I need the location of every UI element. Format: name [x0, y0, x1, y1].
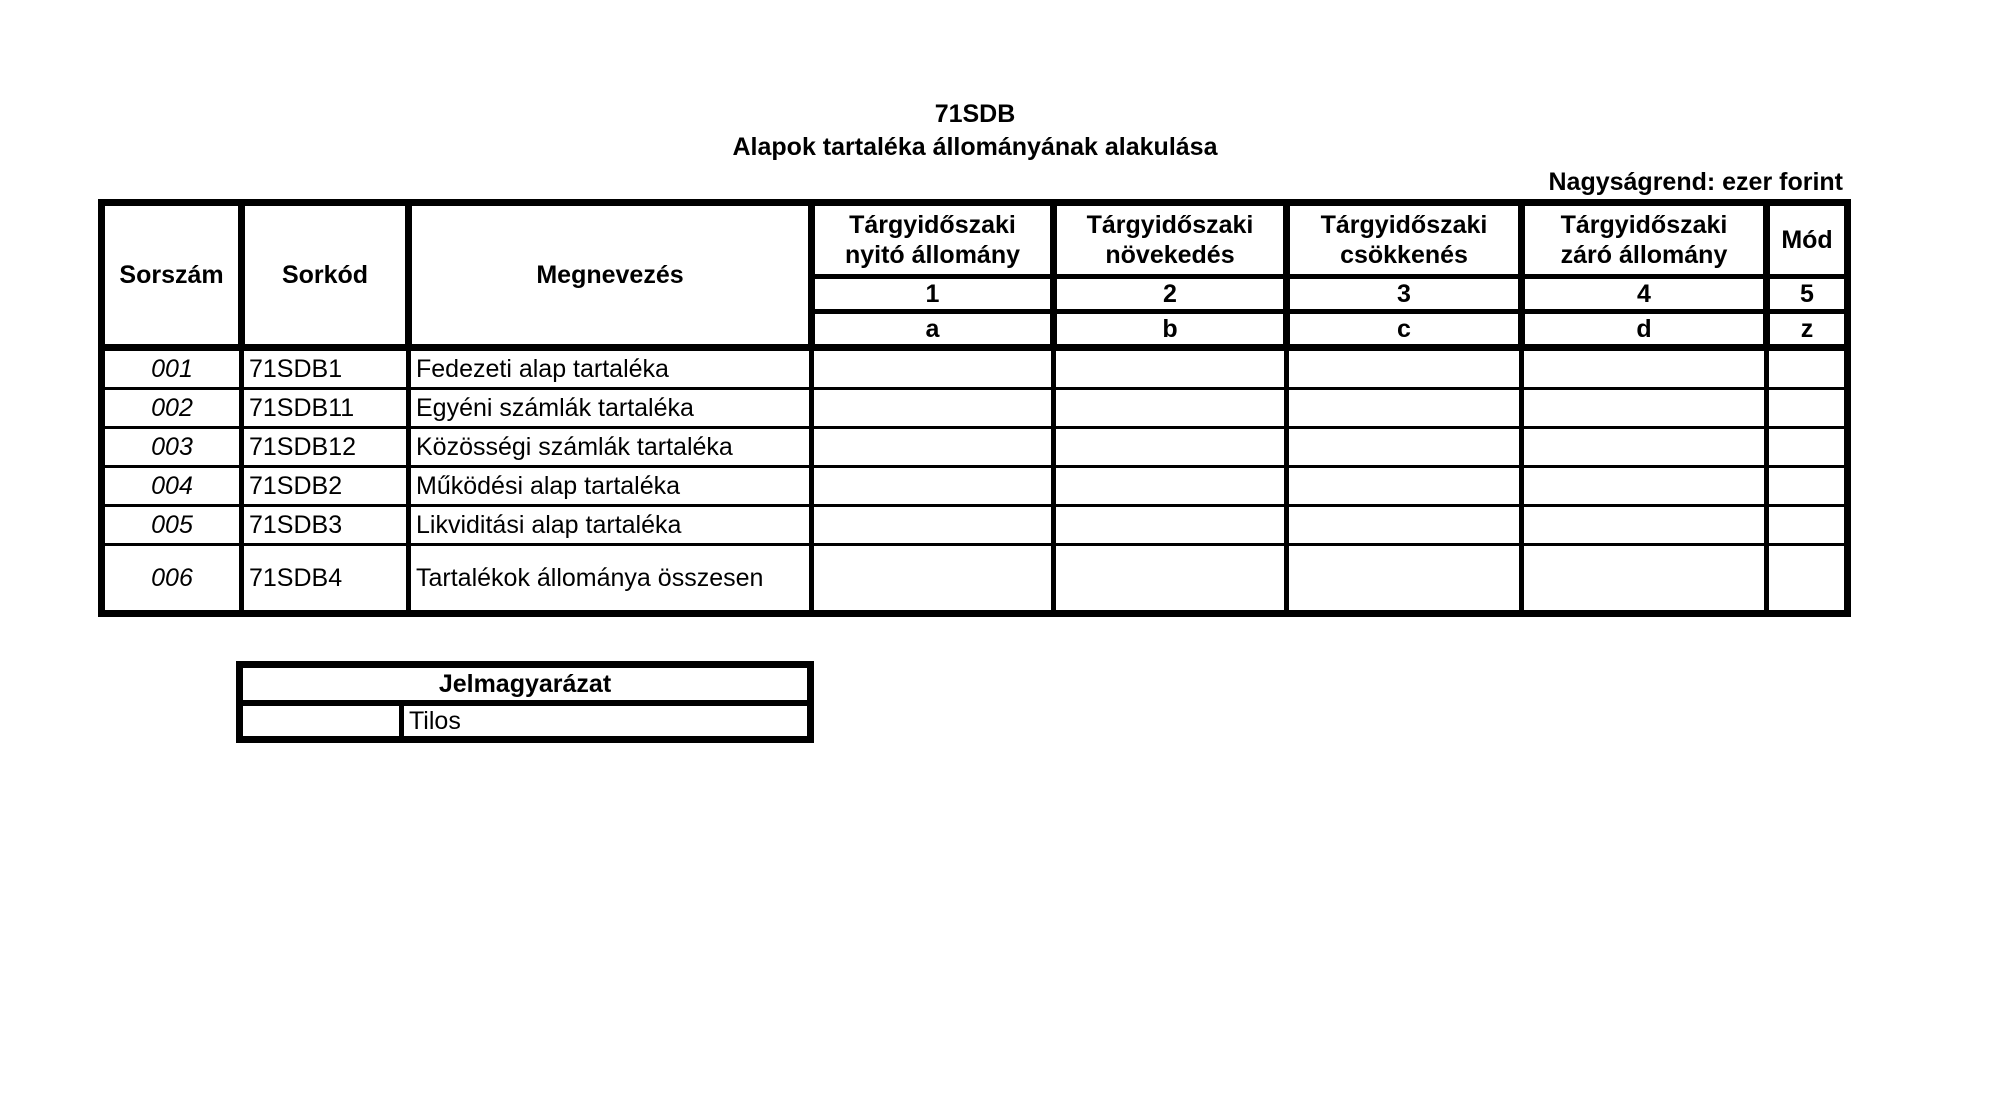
legend-swatch: [240, 703, 402, 740]
value-cell-c[interactable]: [1287, 467, 1522, 506]
value-cell-b[interactable]: [1054, 348, 1287, 389]
row-name: Egyéni számlák tartaléka: [409, 389, 812, 428]
value-cell-d[interactable]: [1522, 506, 1767, 545]
table-row: [102, 467, 1848, 506]
table-row: [102, 506, 1848, 545]
header-letter: a: [812, 312, 1054, 348]
table-row-total: [102, 545, 1848, 614]
header-number: 5: [1767, 277, 1848, 312]
header-number: 3: [1287, 277, 1522, 312]
value-cell-b[interactable]: [1054, 428, 1287, 467]
value-cell-c[interactable]: [1287, 348, 1522, 389]
value-cell-a[interactable]: [812, 467, 1054, 506]
value-cell-a[interactable]: [812, 348, 1054, 389]
header-letter: b: [1054, 312, 1287, 348]
value-cell-d[interactable]: [1522, 428, 1767, 467]
row-name: Fedezeti alap tartaléka: [409, 348, 812, 389]
header-row-labels: [102, 203, 1848, 277]
legend-label: Tilos: [408, 707, 461, 735]
row-seq: 002: [102, 389, 242, 428]
value-cell-c[interactable]: [1287, 428, 1522, 467]
value-cell-b[interactable]: [1054, 545, 1287, 614]
row-code: 71SDB3: [242, 506, 409, 545]
value-cell-a[interactable]: [812, 389, 1054, 428]
value-cell-d[interactable]: [1522, 389, 1767, 428]
row-code: 71SDB1: [242, 348, 409, 389]
value-cell-a[interactable]: [812, 545, 1054, 614]
legend-table: [236, 661, 814, 743]
header-decrease: [1287, 203, 1522, 277]
value-cell-d[interactable]: [1522, 545, 1767, 614]
header-label: Tárgyidőszaki záró állomány: [1560, 211, 1728, 269]
header-seq: Sorszám: [102, 203, 242, 348]
header-number: 1: [812, 277, 1054, 312]
value-cell-z[interactable]: [1767, 545, 1848, 614]
value-cell-z[interactable]: [1767, 389, 1848, 428]
row-code: 71SDB11: [242, 389, 409, 428]
row-code: 71SDB2: [242, 467, 409, 506]
legend-title: Jelmagyarázat: [240, 665, 811, 704]
value-cell-c[interactable]: [1287, 545, 1522, 614]
row-name: Működési alap tartaléka: [409, 467, 812, 506]
table-row: [102, 428, 1848, 467]
row-seq: 004: [102, 467, 242, 506]
header-label: Tárgyidőszaki csökkenés: [1320, 211, 1488, 269]
value-cell-b[interactable]: [1054, 506, 1287, 545]
value-cell-b[interactable]: [1054, 389, 1287, 428]
header-code: Sorkód: [242, 203, 409, 348]
value-cell-z[interactable]: [1767, 506, 1848, 545]
header-label: Tárgyidőszaki nyitó állomány: [844, 211, 1021, 269]
header-name: Megnevezés: [409, 203, 812, 348]
row-name: Tartalékok állománya összesen: [409, 545, 812, 614]
value-cell-d[interactable]: [1522, 467, 1767, 506]
header-increase: [1054, 203, 1287, 277]
header-letter: c: [1287, 312, 1522, 348]
value-cell-a[interactable]: [812, 428, 1054, 467]
document-title: Alapok tartaléka állományának alakulása: [732, 133, 1218, 161]
value-cell-a[interactable]: [812, 506, 1054, 545]
unit-note: Nagyságrend: ezer forint: [1548, 168, 1843, 196]
row-code: 71SDB12: [242, 428, 409, 467]
row-seq: 003: [102, 428, 242, 467]
row-seq: 005: [102, 506, 242, 545]
row-seq: 001: [102, 348, 242, 389]
reserve-table: [98, 199, 1851, 617]
row-name: Közösségi számlák tartaléka: [409, 428, 812, 467]
legend-item: [240, 703, 811, 740]
value-cell-z[interactable]: [1767, 428, 1848, 467]
value-cell-b[interactable]: [1054, 467, 1287, 506]
value-cell-c[interactable]: [1287, 389, 1522, 428]
row-code: 71SDB4: [242, 545, 409, 614]
table-row: [102, 348, 1848, 389]
header-opening-balance: [812, 203, 1054, 277]
header-number: 4: [1522, 277, 1767, 312]
header-letter: z: [1767, 312, 1848, 348]
table-row: [102, 389, 1848, 428]
header-label: Tárgyidőszaki növekedés: [1086, 211, 1254, 269]
value-cell-d[interactable]: [1522, 348, 1767, 389]
document-code: 71SDB: [934, 100, 1016, 128]
row-seq: 006: [102, 545, 242, 614]
value-cell-c[interactable]: [1287, 506, 1522, 545]
header-number: 2: [1054, 277, 1287, 312]
header-closing-balance: [1522, 203, 1767, 277]
header-letter: d: [1522, 312, 1767, 348]
value-cell-z[interactable]: [1767, 348, 1848, 389]
row-name: Likviditási alap tartaléka: [409, 506, 812, 545]
value-cell-z[interactable]: [1767, 467, 1848, 506]
header-mode: Mód: [1767, 203, 1848, 277]
